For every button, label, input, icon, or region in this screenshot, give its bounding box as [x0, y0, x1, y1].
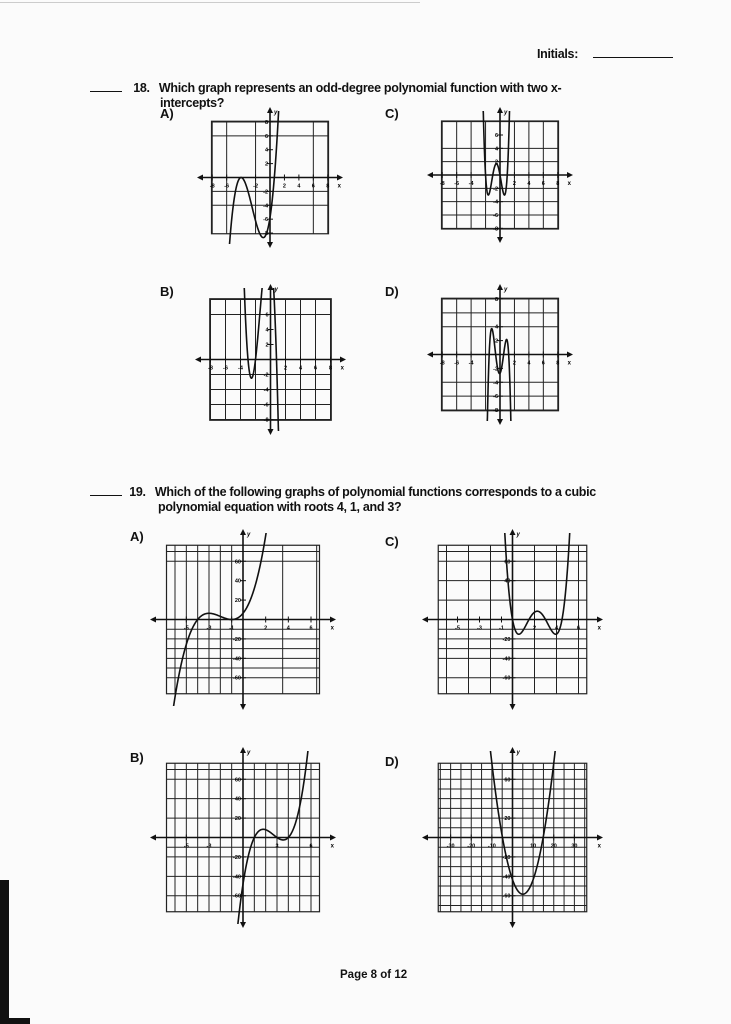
- arrow-up-icon: [497, 107, 503, 113]
- y-axis-label: y: [516, 532, 520, 538]
- y-tick-label: -6: [493, 213, 498, 219]
- y-axis-label: y: [247, 532, 251, 538]
- y-tick-label: -40: [502, 656, 511, 663]
- initials-field: [537, 47, 673, 62]
- option-label-d[interactable]: D): [385, 284, 399, 299]
- arrow-left-icon: [150, 617, 156, 623]
- initials-blank[interactable]: [593, 47, 673, 58]
- x-tick-label: -30: [446, 843, 455, 850]
- y-tick-label: -60: [502, 675, 511, 682]
- x-tick-label: 4: [554, 625, 559, 632]
- x-tick-label: 6: [541, 181, 545, 187]
- y-tick-label: -20: [502, 854, 511, 861]
- x-tick-label: 6: [311, 183, 315, 190]
- arrow-down-icon: [240, 704, 246, 710]
- option-label-b[interactable]: B): [130, 750, 144, 765]
- y-tick-label: 60: [234, 559, 241, 566]
- y-tick-label: -6: [263, 217, 268, 224]
- x-tick-label: 4: [527, 360, 531, 367]
- y-tick-label: -4: [493, 380, 498, 387]
- x-tick-label: 8: [556, 181, 560, 187]
- y-axis-label: y: [247, 750, 251, 756]
- option-label-d[interactable]: D): [385, 754, 399, 769]
- y-tick-label: 20: [234, 598, 241, 605]
- x-tick-label: 4: [297, 183, 301, 190]
- x-tick-label: 6: [541, 360, 545, 367]
- scan-left-edge: [0, 880, 9, 1024]
- x-tick-label: -3: [477, 625, 482, 632]
- initials-label: Initials:: [537, 47, 579, 61]
- arrow-right-icon: [597, 835, 603, 841]
- question-text: Which graph represents an odd-degree polynomial function with two x-: [158, 81, 562, 95]
- question-text-cont: polynomial equation with roots 4, 1, and 3?: [158, 500, 402, 514]
- y-tick-label: -6: [493, 394, 498, 401]
- arrow-down-icon: [240, 922, 246, 928]
- question-number: 18.: [133, 81, 150, 95]
- x-tick-label: 3: [275, 843, 279, 850]
- y-tick-label: 60: [504, 559, 511, 566]
- arrow-up-icon: [267, 107, 273, 113]
- x-tick-label: 4: [286, 625, 290, 632]
- y-tick-label: -60: [233, 675, 241, 682]
- x-axis-label: x: [567, 360, 571, 367]
- y-tick-label: -2: [493, 366, 498, 373]
- y-axis-label: y: [274, 287, 278, 293]
- y-tick-label: -40: [233, 874, 241, 881]
- y-axis-label: y: [504, 110, 508, 116]
- arrow-left-icon: [427, 172, 433, 178]
- x-tick-label: 30: [571, 843, 578, 850]
- option-label-b[interactable]: B): [160, 284, 174, 299]
- graph-q18c[interactable]: [425, 105, 575, 245]
- y-axis-label: y: [516, 750, 520, 756]
- x-tick-label: 6: [309, 843, 313, 850]
- x-axis-label: x: [597, 843, 601, 850]
- y-tick-label: 2: [494, 338, 498, 345]
- x-tick-label: -8: [208, 365, 213, 372]
- x-tick-label: 2: [512, 181, 516, 187]
- arrow-right-icon: [330, 835, 336, 841]
- x-tick-label: 2: [512, 360, 516, 367]
- y-tick-label: 20: [234, 816, 241, 823]
- x-tick-label: -3: [206, 843, 212, 850]
- arrow-down-icon: [497, 419, 503, 425]
- scan-bottom-edge: [0, 1018, 30, 1024]
- answer-blank-19[interactable]: [90, 484, 122, 496]
- arrow-left-icon: [422, 617, 428, 623]
- y-tick-label: 20: [504, 816, 511, 823]
- x-tick-label: -10: [487, 843, 496, 850]
- y-tick-label: -6: [263, 402, 269, 409]
- x-tick-label: 2: [282, 183, 286, 190]
- x-tick-label: 2: [283, 365, 288, 372]
- question-text: Which of the following graphs of polynomial functions corresponds to a cubic: [154, 485, 596, 499]
- question-number: 19.: [129, 485, 146, 499]
- x-tick-label: -5: [455, 625, 460, 632]
- x-tick-label: -6: [454, 360, 460, 367]
- y-tick-label: -8: [263, 417, 269, 424]
- x-tick-label: -6: [223, 365, 228, 372]
- graph-q18d[interactable]: [425, 282, 575, 427]
- x-tick-label: 20: [550, 843, 557, 850]
- arrow-left-icon: [195, 357, 201, 363]
- arrow-down-icon: [497, 237, 503, 243]
- x-tick-label: -4: [468, 360, 474, 367]
- arrow-down-icon: [510, 922, 516, 928]
- x-tick-label: -20: [467, 843, 476, 850]
- y-tick-label: -60: [502, 893, 511, 900]
- arrow-up-icon: [240, 529, 246, 535]
- y-tick-label: -8: [493, 226, 498, 233]
- arrow-right-icon: [330, 617, 336, 623]
- y-tick-label: -60: [233, 893, 241, 900]
- scan-top-edge: [0, 2, 420, 3]
- arrow-up-icon: [240, 747, 246, 753]
- y-tick-label: 2: [265, 342, 269, 349]
- graph-q18a[interactable]: [195, 105, 345, 250]
- y-tick-label: 8: [494, 296, 498, 303]
- graph-q19a[interactable]: [148, 527, 338, 712]
- x-tick-label: -1: [499, 625, 504, 632]
- y-tick-label: -4: [493, 199, 498, 206]
- x-tick-label: -6: [454, 181, 460, 187]
- x-tick-label: 8: [556, 360, 560, 367]
- arrow-right-icon: [337, 175, 343, 181]
- y-tick-label: 2: [494, 159, 498, 166]
- x-tick-label: -4: [468, 181, 474, 187]
- x-tick-label: 8: [326, 183, 330, 190]
- x-tick-label: 4: [298, 365, 303, 372]
- x-tick-label: 8: [328, 365, 333, 372]
- y-tick-label: -4: [263, 203, 268, 210]
- arrow-up-icon: [510, 747, 516, 753]
- x-axis-label: x: [597, 625, 601, 632]
- x-axis-label: x: [330, 843, 334, 850]
- y-tick-label: -8: [263, 231, 268, 238]
- y-tick-label: 4: [265, 327, 269, 334]
- arrow-down-icon: [267, 242, 273, 248]
- page-number: Page 8 of 12: [340, 969, 408, 981]
- x-tick-label: -4: [238, 365, 243, 372]
- x-tick-label: 6: [313, 365, 318, 372]
- x-tick-label: 4: [527, 181, 531, 187]
- y-tick-label: 40: [234, 796, 241, 803]
- y-tick-label: -20: [233, 854, 241, 861]
- y-tick-label: -40: [502, 874, 511, 881]
- option-label-c[interactable]: C): [385, 106, 399, 121]
- graph-q18b[interactable]: [193, 282, 348, 437]
- arrow-left-icon: [197, 175, 203, 181]
- x-tick-label: -3: [206, 625, 212, 632]
- arrow-up-icon: [268, 284, 274, 290]
- x-tick-label: -5: [183, 843, 189, 850]
- question-text-cont: intercepts?: [160, 96, 225, 110]
- arrow-up-icon: [497, 284, 503, 290]
- arrow-right-icon: [567, 172, 573, 178]
- y-tick-label: -8: [493, 408, 498, 415]
- x-tick-label: 6: [309, 625, 313, 632]
- x-tick-label: -8: [439, 181, 445, 187]
- y-tick-label: 4: [494, 324, 498, 331]
- option-label-a[interactable]: A): [130, 529, 144, 544]
- answer-blank-18[interactable]: [90, 80, 122, 92]
- x-tick-label: 2: [264, 625, 268, 632]
- x-tick-label: -8: [439, 360, 445, 367]
- y-tick-label: 8: [264, 119, 268, 126]
- arrow-up-icon: [510, 529, 516, 535]
- x-tick-label: 2: [532, 625, 537, 632]
- y-axis-label: y: [274, 110, 278, 116]
- arrow-right-icon: [340, 357, 346, 363]
- x-axis-label: x: [330, 625, 334, 632]
- y-tick-label: 4: [494, 146, 498, 153]
- y-tick-label: 2: [264, 161, 268, 168]
- arrow-down-icon: [510, 704, 516, 710]
- graph-q19c[interactable]: [420, 527, 605, 712]
- x-tick-label: -1: [229, 625, 235, 632]
- x-axis-label: x: [567, 181, 571, 187]
- y-tick-label: 40: [504, 578, 511, 585]
- y-tick-label: 40: [234, 578, 241, 585]
- y-axis-label: y: [504, 287, 508, 293]
- graph-q19b[interactable]: [148, 745, 338, 930]
- arrow-left-icon: [150, 835, 156, 841]
- x-tick-label: -6: [224, 183, 230, 190]
- x-axis-label: x: [337, 183, 341, 190]
- y-tick-label: -2: [263, 189, 268, 196]
- y-tick-label: -40: [233, 656, 241, 663]
- x-tick-label: 6: [576, 625, 581, 632]
- x-tick-label: -5: [183, 625, 189, 632]
- y-tick-label: 4: [264, 147, 268, 154]
- y-tick-label: -20: [502, 636, 511, 643]
- question-19: [90, 484, 690, 515]
- y-tick-label: 60: [234, 777, 241, 784]
- option-label-c[interactable]: C): [385, 534, 399, 549]
- y-tick-label: -2: [263, 372, 269, 379]
- option-label-a[interactable]: A): [160, 106, 174, 121]
- graph-q19d[interactable]: [420, 745, 605, 930]
- x-tick-label: -8: [209, 183, 215, 190]
- arrow-left-icon: [422, 835, 428, 841]
- x-axis-label: x: [340, 365, 344, 372]
- y-tick-label: 6: [265, 312, 269, 319]
- y-tick-label: -4: [263, 387, 269, 394]
- arrow-down-icon: [268, 429, 274, 435]
- y-tick-label: 6: [264, 133, 268, 140]
- x-tick-label: -2: [253, 183, 259, 190]
- y-tick-label: -2: [493, 186, 498, 193]
- arrow-left-icon: [427, 352, 433, 358]
- y-tick-label: 6: [494, 133, 498, 139]
- y-tick-label: -20: [233, 636, 241, 643]
- y-tick-label: 60: [504, 777, 511, 784]
- arrow-right-icon: [597, 617, 603, 623]
- x-tick-label: 10: [530, 843, 537, 850]
- arrow-right-icon: [567, 352, 573, 358]
